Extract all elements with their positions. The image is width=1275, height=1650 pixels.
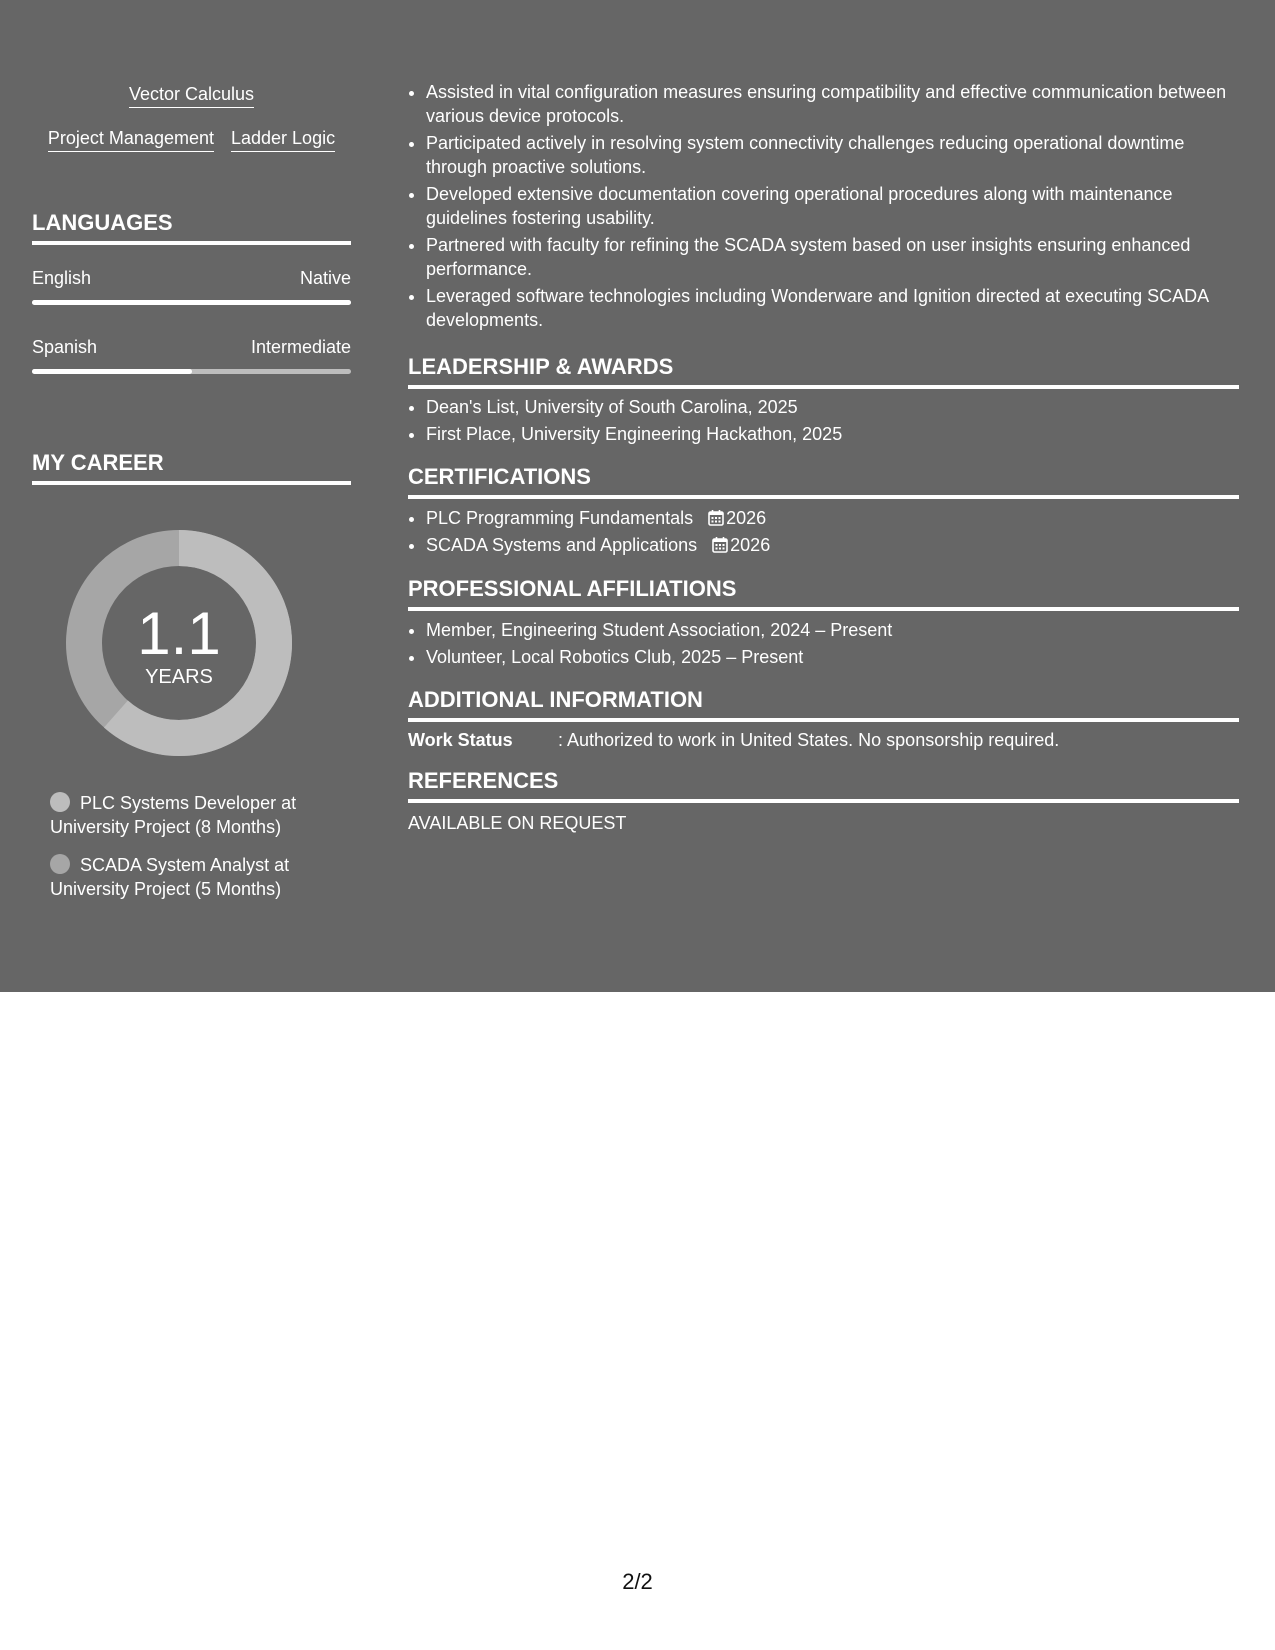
career-heading: MY CAREER [32, 448, 351, 485]
experience-bullet: • Assisted in vital configuration measures ensuring compatibility and effective communication between various device protocols. [426, 80, 1239, 128]
award-item: • Dean's List, University of South Carolina, 2025 [426, 395, 1239, 419]
affiliations-heading: PROFESSIONAL AFFILIATIONS [408, 574, 1239, 611]
language-name: English [32, 268, 92, 288]
work-status-row [408, 728, 1059, 752]
leadership-heading: LEADERSHIP & AWARDS [408, 352, 1239, 389]
certification-year: 2026 [726, 508, 767, 528]
certification-name: SCADA Systems and Applications [426, 535, 698, 555]
career-legend-item [50, 791, 340, 839]
calendar-icon [708, 509, 724, 526]
language-item-spanish [32, 335, 351, 374]
certification-item [426, 506, 1239, 530]
certification-name: PLC Programming Fundamentals [426, 508, 694, 528]
skill-tag: Vector Calculus [129, 82, 254, 108]
legend-dot [50, 792, 70, 812]
language-proficiency-bar [32, 300, 351, 305]
leadership-list [408, 395, 1239, 449]
page-number: 2/2 [622, 1569, 653, 1594]
experience-bullet: • Participated actively in resolving system connectivity challenges reducing operational downtime through proactive solutions. [426, 131, 1239, 179]
additional-info-heading: ADDITIONAL INFORMATION [408, 685, 1239, 722]
affiliations-list [408, 618, 1239, 672]
affiliation-item: • Volunteer, Local Robotics Club, 2025 – Present [426, 645, 1239, 669]
experience-bullets [408, 80, 1239, 335]
legend-dot [50, 854, 70, 874]
affiliation-item: • Member, Engineering Student Association, 2024 – Present [426, 618, 1239, 642]
language-proficiency-bar [32, 369, 351, 374]
experience-bullet: • Leveraged software technologies including Wonderware and Ignition directed at executing SCADA developments. [426, 284, 1239, 332]
language-item-english [32, 266, 351, 305]
references-text: AVAILABLE ON REQUEST [408, 813, 627, 833]
calendar-icon [712, 536, 728, 553]
work-status-value: : Authorized to work in United States. No sponsorship required. [558, 730, 1060, 750]
experience-bullet: • Partnered with faculty for refining the SCADA system based on user insights ensuring enhanced performance. [426, 233, 1239, 281]
skills-tags [32, 82, 351, 170]
work-status-label: Work Status [408, 730, 513, 750]
language-level: Native [299, 268, 351, 288]
career-total [66, 530, 292, 756]
certifications-heading: CERTIFICATIONS [408, 462, 1239, 499]
award-item: • First Place, University Engineering Hackathon, 2025 [426, 422, 1239, 446]
skill-tag: Ladder Logic [231, 126, 335, 152]
certifications-list [408, 506, 1239, 560]
languages-heading: LANGUAGES [32, 208, 351, 245]
career-total-value: 1.1 [137, 600, 221, 667]
skill-row-1 [32, 82, 351, 108]
skill-tag: Project Management [48, 126, 214, 152]
language-level: Intermediate [250, 337, 351, 357]
language-proficiency-fill [32, 300, 351, 305]
certification-year: 2026 [730, 535, 771, 555]
language-name: Spanish [32, 337, 98, 357]
certification-item [426, 533, 1239, 557]
skill-row-2 [32, 126, 351, 152]
references-heading: REFERENCES [408, 766, 1239, 803]
career-legend-label: SCADA System Analyst at University Project (5 Months) [50, 855, 290, 899]
career-legend-label: PLC Systems Developer at University Project (8 Months) [50, 793, 297, 837]
language-proficiency-fill [32, 369, 192, 374]
career-total-unit: YEARS [145, 666, 213, 688]
experience-bullet: • Developed extensive documentation covering operational procedures along with maintenance guidelines fostering usability. [426, 182, 1239, 230]
career-legend-item [50, 853, 340, 901]
